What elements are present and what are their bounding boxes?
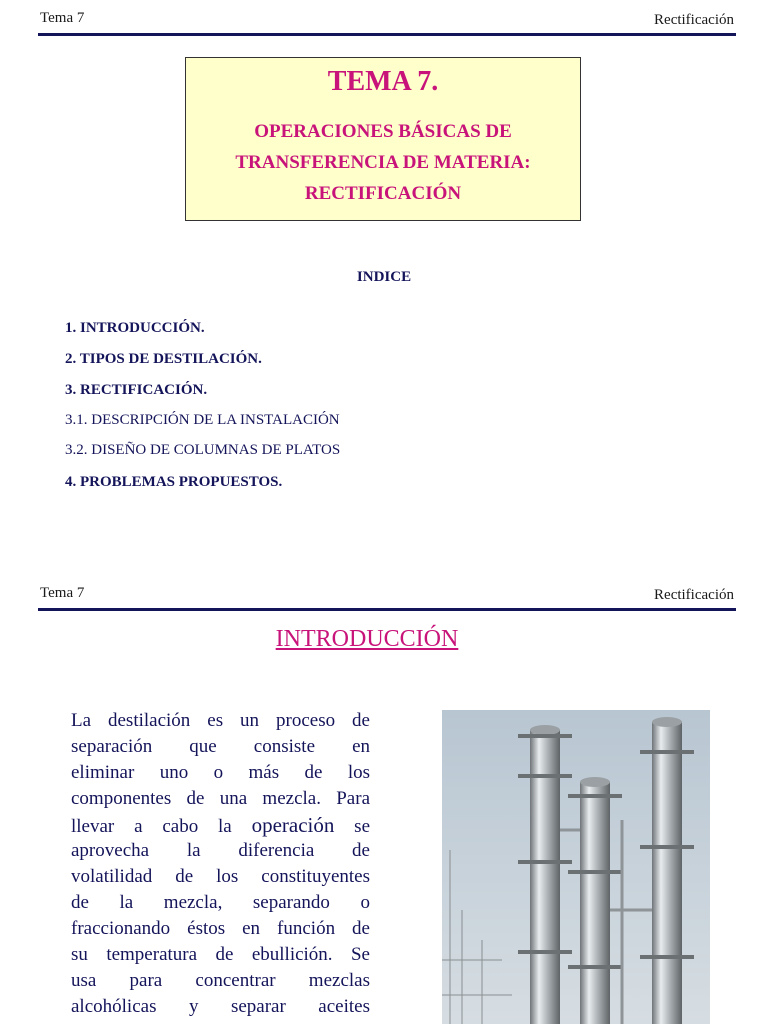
paragraph-line: su temperatura de ebullición. Se — [71, 944, 370, 965]
section-title: INTRODUCCIÓN — [275, 626, 459, 652]
index-item: 3.1. DESCRIPCIÓN DE LA INSTALACIÓN — [65, 412, 340, 428]
distillation-columns-photo — [442, 710, 710, 1024]
title-box — [185, 57, 581, 221]
subtitle-line: RECTIFICACIÓN — [304, 183, 462, 204]
page1-header-right: Rectificación — [654, 12, 734, 28]
index-item: 2. TIPOS DE DESTILACIÓN. — [65, 351, 262, 367]
page2-header-right: Rectificación — [654, 587, 734, 603]
index-item: 4. PROBLEMAS PROPUESTOS. — [65, 474, 283, 490]
page-subtitle — [186, 116, 580, 209]
index-item: 1. INTRODUCCIÓN. — [65, 320, 205, 336]
subtitle-line: TRANSFERENCIA DE MATERIA: — [235, 152, 531, 173]
page1-header-rule — [38, 33, 736, 36]
paragraph-line: eliminar uno o más de los — [71, 762, 370, 783]
index-item: 3.2. DISEÑO DE COLUMNAS DE PLATOS — [65, 442, 341, 458]
index-item: 3. RECTIFICACIÓN. — [65, 382, 208, 398]
page1-header-left: Tema 7 — [40, 10, 85, 26]
paragraph-line: separación que consiste en — [71, 736, 370, 757]
paragraph-line: volatilidad de los constituyentes — [71, 866, 370, 887]
paragraph-line: alcohólicas y separar aceites — [71, 996, 370, 1017]
page-title: TEMA 7. — [327, 66, 439, 97]
paragraph-line: La destilación es un proceso de — [71, 710, 370, 731]
paragraph-line: componentes de una mezcla. Para — [71, 788, 370, 809]
page2-header-left: Tema 7 — [40, 585, 85, 601]
index-heading: INDICE — [356, 269, 412, 285]
paragraph-line: fraccionando éstos en función de — [71, 918, 370, 939]
paragraph-line: llevar a cabo la operación se — [71, 813, 371, 837]
paragraph-line: usa para concentrar mezclas — [71, 970, 370, 991]
paragraph-line: aprovecha la diferencia de — [71, 840, 370, 861]
paragraph-line: de la mezcla, separando o — [71, 892, 370, 913]
page2-header-rule — [38, 608, 736, 611]
intro-paragraph — [71, 708, 370, 1020]
emphasized-word: operación — [251, 813, 335, 837]
subtitle-line: OPERACIONES BÁSICAS DE — [254, 121, 512, 142]
